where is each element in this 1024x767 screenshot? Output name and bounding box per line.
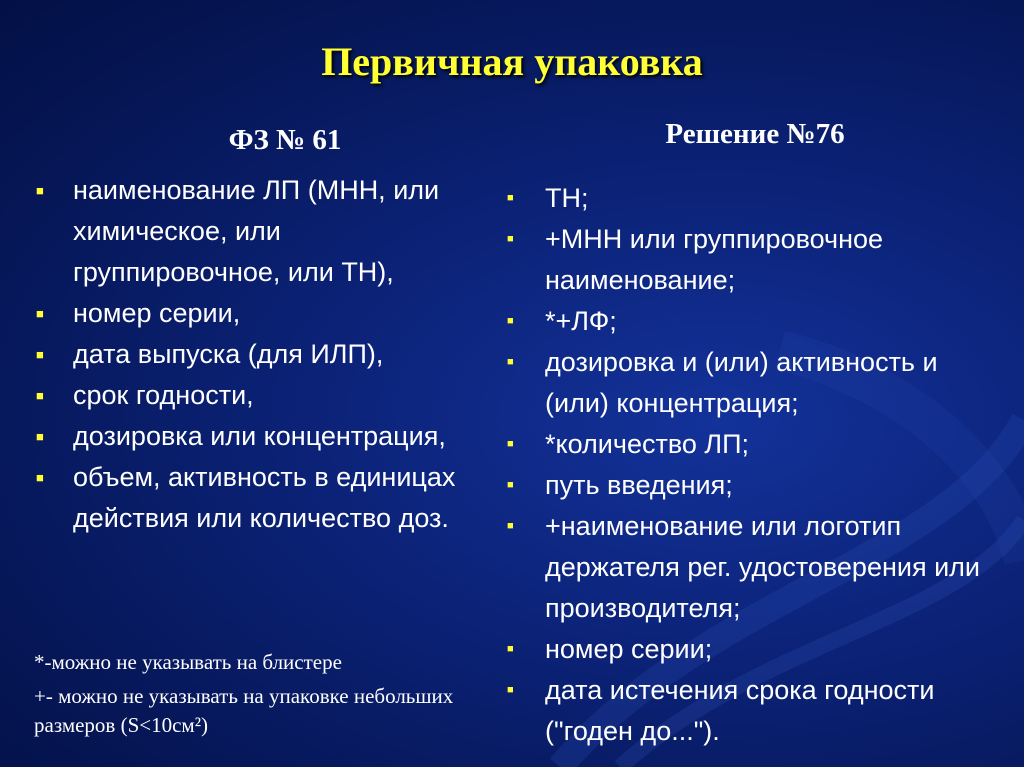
list-item: ■ *количество ЛП; [507,424,1007,465]
square-bullet-icon: ■ [507,315,514,327]
list-item: ■ путь введения; [507,465,1007,506]
square-bullet-icon: ■ [507,684,514,696]
square-bullet-icon: ■ [507,479,514,491]
right-column-heading: Решение №76 [665,118,845,150]
square-bullet-icon: ■ [36,388,44,403]
list-item: ■ наименование ЛП (МНН, или химическое, или группировочное, или ТН), [34,170,474,293]
footnotes [34,648,454,745]
square-bullet-icon: ■ [507,356,514,368]
square-bullet-icon: ■ [36,183,44,198]
square-bullet-icon: ■ [36,347,44,362]
list-item: ■ +МНН или группировочное наименование; [507,219,1007,301]
square-bullet-icon: ■ [507,643,514,655]
list-item: ■ ТН; [507,178,1007,219]
right-requirements-list [507,178,1007,752]
list-item: ■ +наименование или логотип держателя рег. удостоверения или производителя; [507,506,1007,629]
list-item: ■ *+ЛФ; [507,301,1007,342]
square-bullet-icon: ■ [36,306,44,321]
list-item: ■ дозировка или концентрация, [34,416,474,457]
footnote-small-package: +- можно не указывать на упаковке небольших размеров (S<10см²) [34,684,454,737]
list-item: ■ дата истечения срока годности ("годен до..."). [507,670,1007,752]
square-bullet-icon: ■ [507,438,514,450]
square-bullet-icon: ■ [36,470,44,485]
list-item: ■ дозировка и (или) активность и (или) концентрация; [507,342,1007,424]
list-item: ■ объем, активность в единицах действия или количество доз. [34,457,474,539]
list-item: ■ срок годности, [34,375,474,416]
square-bullet-icon: ■ [36,429,44,444]
left-requirements-list [34,170,474,539]
square-bullet-icon: ■ [507,233,514,245]
square-bullet-icon: ■ [507,520,514,532]
list-item: ■ дата выпуска (для ИЛП), [34,334,474,375]
slide-title: Первичная упаковка [321,39,703,84]
square-bullet-icon: ■ [507,192,514,204]
footnote-blister: *-можно не указывать на блистере [34,650,342,674]
list-item: ■ номер серии, [34,293,474,334]
list-item: ■ номер серии; [507,629,1007,670]
left-column-heading: ФЗ № 61 [228,124,342,156]
